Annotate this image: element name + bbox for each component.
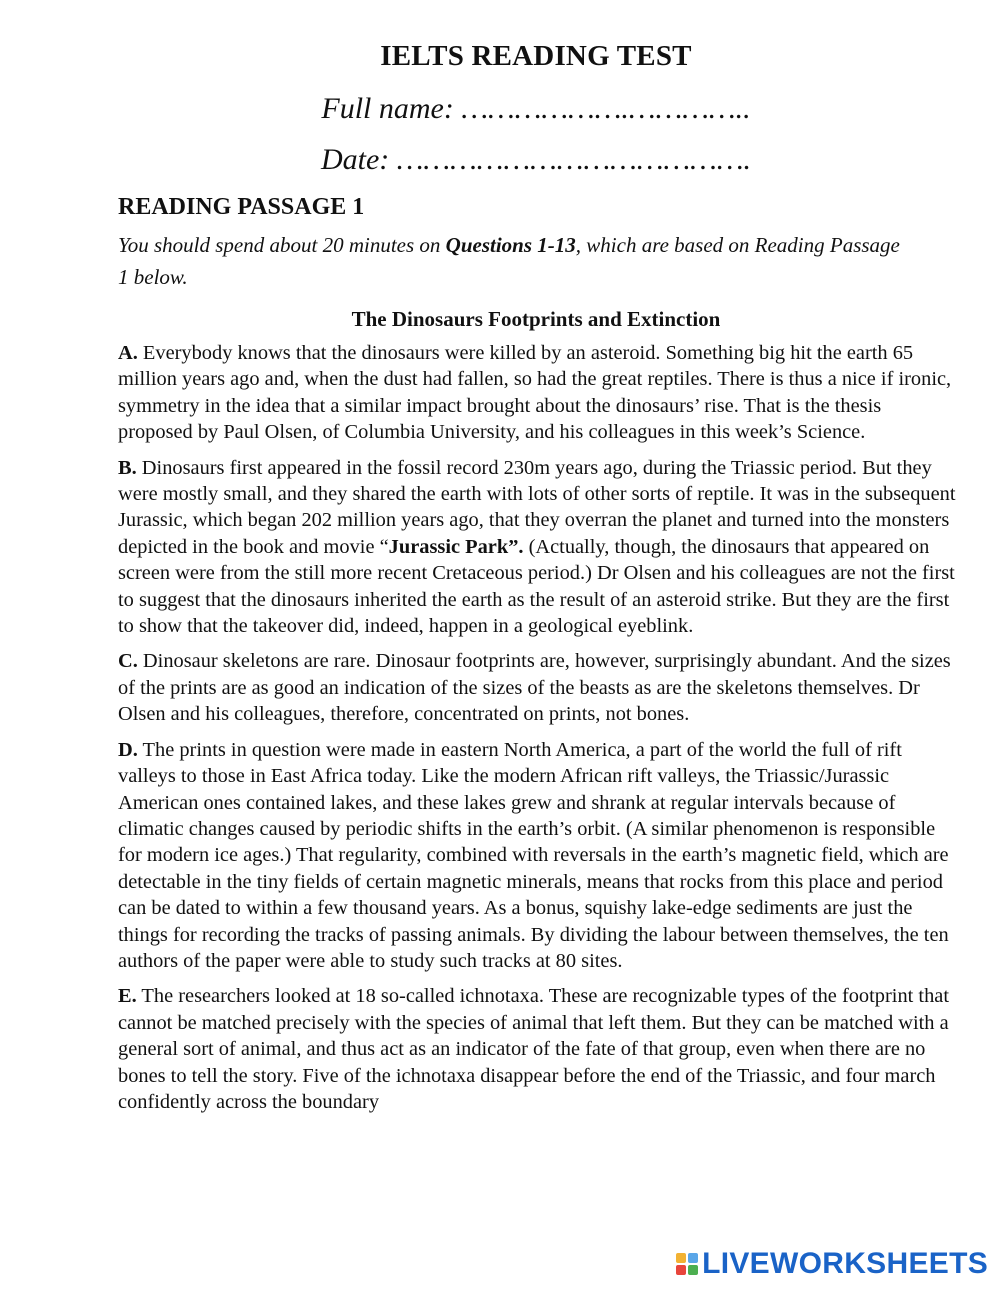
paragraph-e [118, 983, 958, 1115]
paragraph-letter: C. [118, 650, 138, 673]
paragraph-text: The researchers looked at 18 so-called ichnotaxa. These are recognizable types of the footprint that cannot be matched precisely with the species of animal that left them. But they can be matched with a general sort of animal, and thus act as an indicator of the fate of that group, even when there are no bones to tell the story. Five of the ichnotaxa disappear before the end of the Triassic, and four march confidently across the boundary [118, 985, 949, 1113]
paragraph-a [118, 340, 958, 446]
paragraph-letter: A. [118, 342, 138, 364]
liveworksheets-logo-icon [676, 1253, 698, 1275]
instructions-questions: Questions 1-13 [445, 233, 576, 257]
instructions-text-post: , which are based on Reading Passage 1 below. [118, 233, 900, 289]
page-title: IELTS READING TEST [380, 40, 692, 72]
instructions [118, 229, 908, 293]
paragraph-text: Dinosaurs first appeared in the fossil record 230m years ago, during the Triassic period. But they were mostly small, and they shared the earth with lots of other sorts of reptile. It was in the subsequent Jurassic, which began 202 million years ago, that they overran the planet and turned into the monsters depicted in the book and movie “ [118, 456, 956, 558]
logo-square [688, 1253, 698, 1263]
paragraph-text: Dinosaur skeletons are rare. Dinosaur footprints are, however, surprisingly abundant. And the sizes of the prints are as good an indication of the sizes of the beasts as are the skeletons themselves. Dr Olsen and his colleagues, therefore, concentrated on prints, not bones. [118, 650, 951, 726]
passage-body [118, 340, 958, 1124]
paragraph-d [118, 737, 958, 975]
movie-title-close: ”. [508, 535, 524, 558]
article-title: The Dinosaurs Footprints and Extinction [351, 307, 721, 331]
logo-square [688, 1265, 698, 1275]
paragraph-text-continued: (Actually, though, the dinosaurs that appeared on screen were from the still more recent Cretaceous period.) Dr Olsen and his colleagues are not the first to suggest that the dinosaurs inherited the earth as the result of an asteroid strike. But they are the first to show that the takeover did, indeed, happen in a geological eyeblink. [118, 535, 955, 638]
logo-square [676, 1265, 686, 1275]
instructions-text-pre: You should spend about 20 minutes on [118, 233, 446, 257]
paragraph-letter: B. [118, 456, 137, 479]
paragraph-letter: D. [118, 738, 138, 761]
date-field: Date: …………………………………. [320, 143, 752, 176]
passage-heading: READING PASSAGE 1 [118, 194, 365, 220]
paragraph-b [118, 455, 958, 640]
paragraph-text: The prints in question were made in eastern North America, a part of the world the full of rift valleys to those in East Africa today. Like the modern African rift valleys, the Triassic/Jurassic American ones contained lakes, and these lakes grew and shrank at regular intervals because of climatic changes caused by periodic shifts in the earth’s orbit. (A similar phenomenon is responsible for modern ice ages.) That regularity, combined with reversals in the earth’s magnetic field, which are detectable in the tiny fields of certain magnetic minerals, means that rocks from this place and period can be dated to within a few thousand years. As a bonus, squishy lake-edge sediments are just the things for recording the tracks of passing animals. By dividing the labour between themselves, the ten authors of the paper were able to study such tracks at 80 sites. [118, 738, 949, 972]
full-name-field: Full name: ……………….………….. [321, 92, 751, 125]
paragraph-text: Everybody knows that the dinosaurs were killed by an asteroid. Something big hit the earth 65 million years ago and, when the dust had fallen, so had the great reptiles. There is thus a nice if ironic, symmetry in the idea that a similar impact brought about the dinosaurs’ rise. That is the thesis proposed by Paul Olsen, of Columbia University, and his colleagues in this week’s Science. [118, 342, 952, 444]
logo-text: LIVEWORKSHEETS [702, 1247, 988, 1280]
liveworksheets-logo [676, 1248, 988, 1280]
movie-title: Jurassic Park [388, 535, 509, 558]
logo-square [676, 1253, 686, 1263]
paragraph-c [118, 648, 958, 727]
paragraph-letter: E. [118, 985, 137, 1008]
